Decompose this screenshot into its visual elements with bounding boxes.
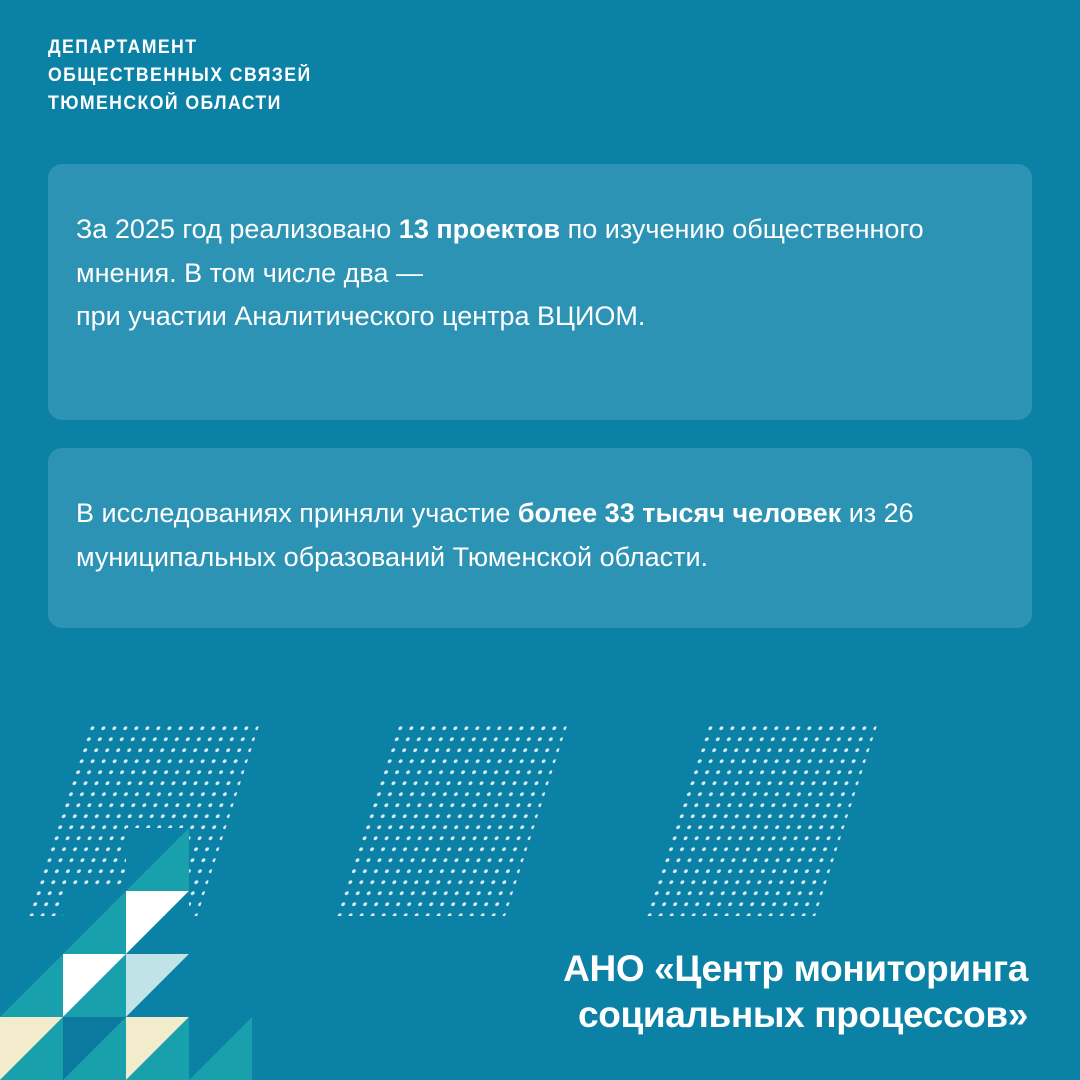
statistic-card-participants (48, 448, 1032, 628)
card-1-seg-5: при участии Аналитического центра ВЦИОМ. (76, 301, 646, 332)
dotted-parallelogram-3 (647, 726, 877, 916)
card-1-text (76, 208, 992, 339)
dotted-parallelogram-2 (337, 726, 567, 916)
organization-header (48, 34, 331, 118)
footer-organization-name (563, 946, 1028, 1039)
card-2-highlight: более 33 тысяч человек (517, 498, 842, 528)
card-1-seg-3: по изучению общественного мнения. В том числе два — (76, 214, 924, 288)
footer-line-2: социальных процессов» (578, 993, 1028, 1035)
triangle-mosaic-decoration (0, 828, 252, 1080)
header-line-2: ОБЩЕСТВЕННЫХ СВЯЗЕЙ (48, 64, 312, 86)
card-2-seg-1: В исследованиях приняли участие (76, 498, 518, 528)
card-2-seg-3: из 26 муниципальных образований Тюменской области. (76, 498, 914, 572)
card-2-text (76, 492, 992, 579)
card-1-highlight: 13 проектов (398, 214, 561, 244)
footer-line-1: АНО «Центр мониторинга (563, 947, 1028, 989)
statistic-card-projects (48, 164, 1032, 420)
header-line-3: ТЮМЕНСКОЙ ОБЛАСТИ (48, 92, 282, 114)
card-1-seg-1: За 2025 год реализовано (76, 214, 399, 244)
header-line-1: ДЕПАРТАМЕНТ (48, 37, 198, 58)
